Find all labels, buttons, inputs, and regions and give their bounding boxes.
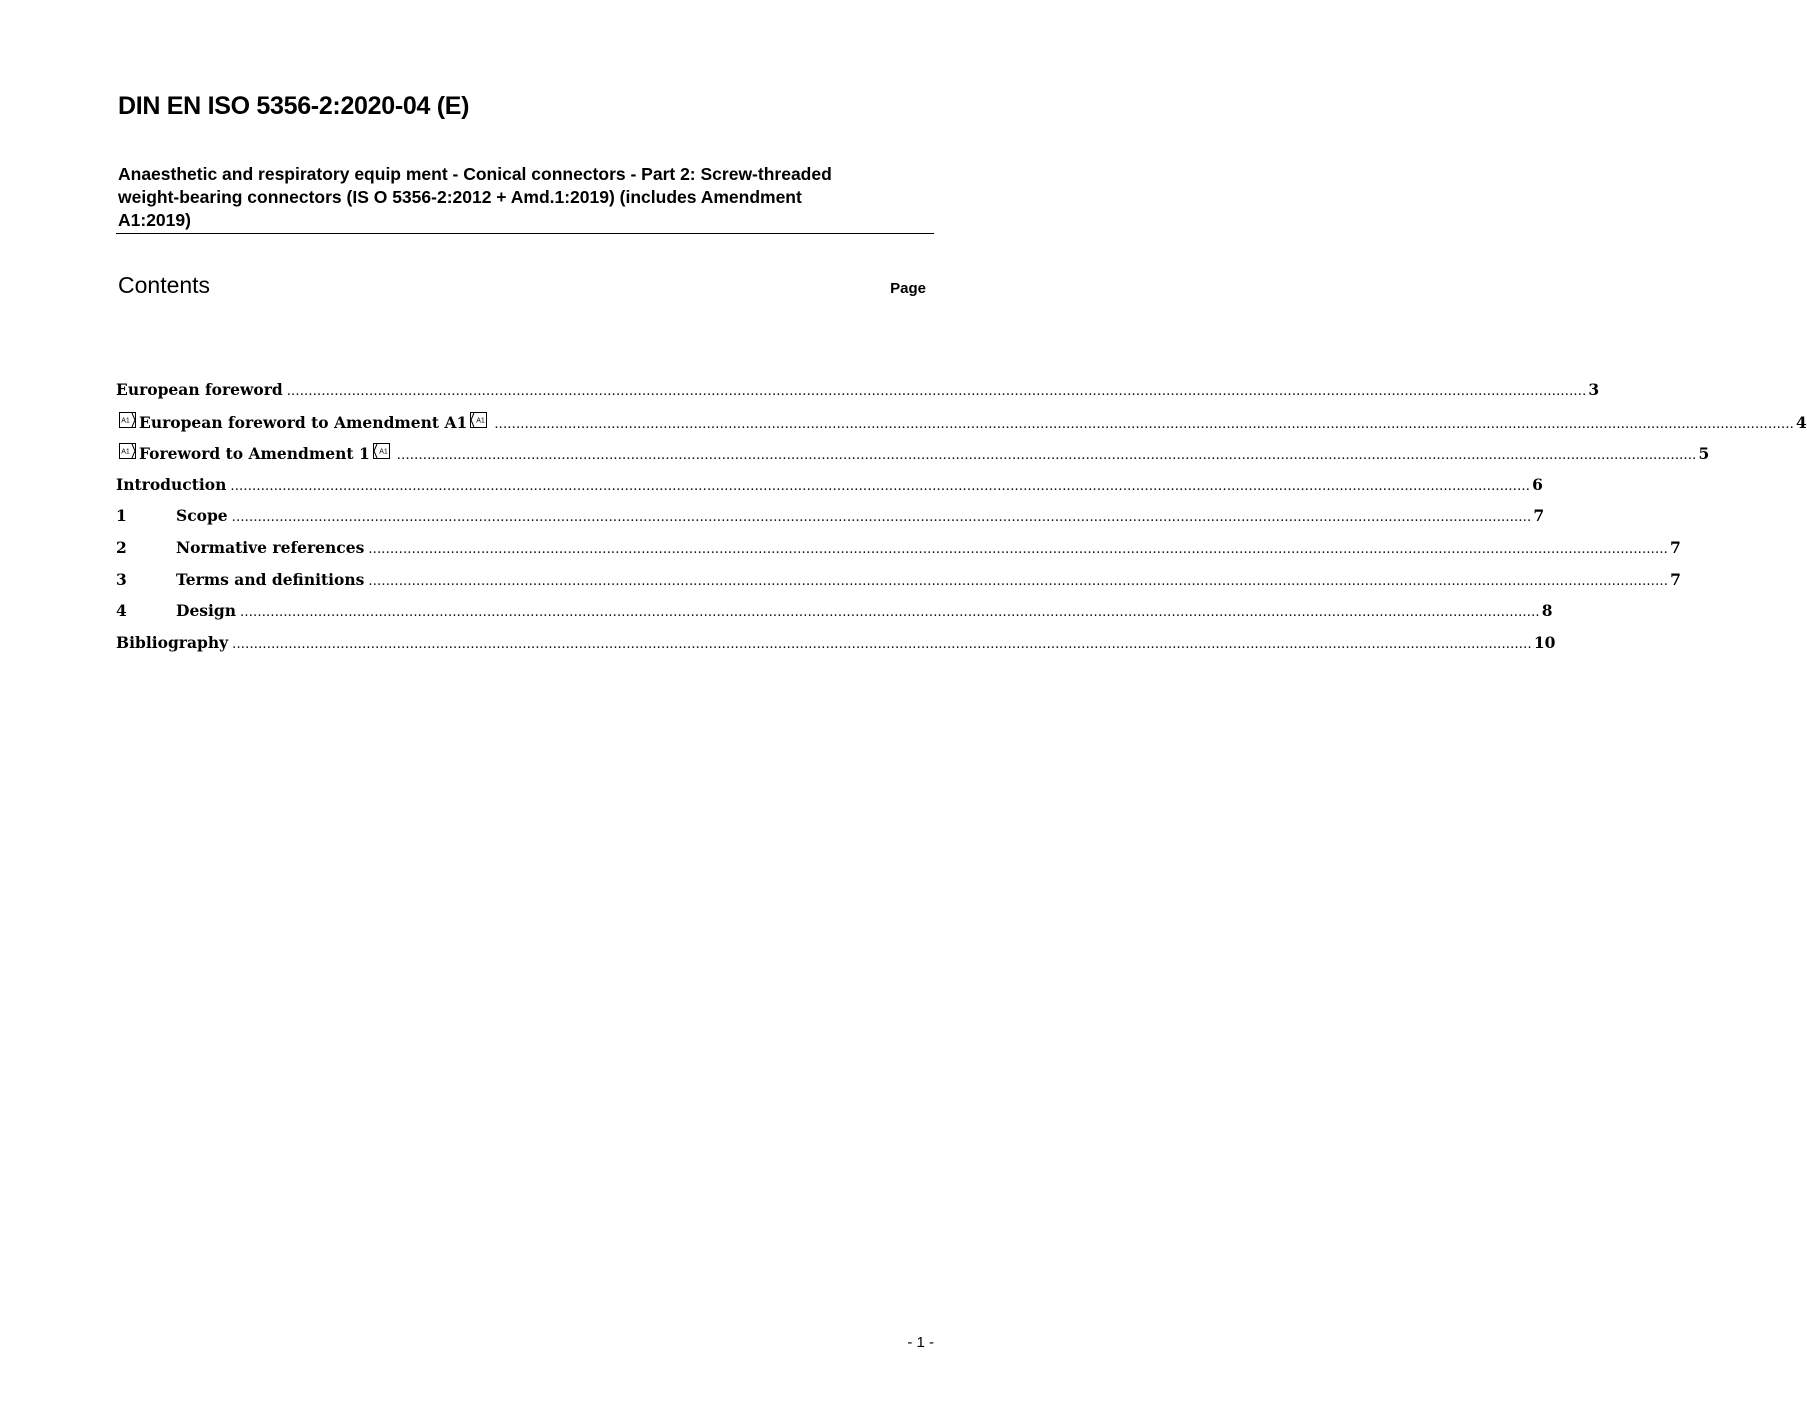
dot-leader: ............................................................................................................................................................................................................................................................................................................ [232, 636, 1532, 652]
amendment-end-label: A1 [379, 448, 388, 456]
toc-entry-number: 4 [116, 601, 127, 621]
toc-entry-label: Normative references [176, 537, 365, 557]
page-column-label: Page [890, 280, 926, 297]
toc-entry-page: 3 [1588, 380, 1600, 399]
amendment-start-label: A1 [121, 448, 130, 456]
title-divider [116, 233, 934, 234]
dot-leader: ............................................................................................................................................................................................................................................................................................................ [286, 384, 1587, 399]
contents-heading: Contents [118, 272, 211, 298]
toc-entry-introduction[interactable] [116, 474, 1543, 507]
dot-leader: ............................................................................................................................................................................................................................................................................................................ [240, 605, 1540, 621]
toc-entry-label: Terms and definitions [176, 569, 365, 589]
toc-entry-label: European foreword [116, 380, 283, 399]
toc-entry-scope[interactable] [116, 506, 1545, 538]
amendment-start-icon [119, 443, 136, 459]
amendment-end-label: A1 [476, 417, 486, 425]
dot-leader: ............................................................................................................................................................................................................................................................................................................ [494, 416, 1795, 432]
amendment-start-icon [119, 412, 136, 428]
document-id: DIN EN ISO 5356-2:2020-04 (E) [118, 92, 470, 120]
toc-entry-label: European foreword to Amendment A1 [139, 412, 468, 432]
toc-entry-page: 7 [1670, 537, 1681, 557]
amendment-end-icon [470, 412, 487, 428]
dot-leader: ............................................................................................................................................................................................................................................................................................................ [368, 573, 1669, 589]
amendment-start-label: A1 [121, 417, 130, 425]
toc-entry-page: 10 [1533, 632, 1556, 652]
toc-entry-european-foreword-amendment[interactable] [116, 412, 1807, 444]
toc-entry-label: Bibliography [116, 632, 229, 652]
toc-entry-number: 1 [116, 506, 127, 526]
dot-leader: ............................................................................................................................................................................................................................................................................................................ [231, 510, 1532, 526]
toc-entry-page: 8 [1541, 601, 1553, 621]
toc-entry-number: 3 [116, 569, 127, 589]
toc-entry-european-foreword[interactable] [116, 380, 1600, 412]
dot-leader: ............................................................................................................................................................................................................................................................................................................ [396, 448, 1697, 464]
toc-entry-page: 7 [1670, 569, 1681, 589]
page-number: - 1 - [907, 1334, 934, 1351]
toc-entry-label: Design [176, 601, 237, 621]
toc-entry-terms-and-definitions[interactable] [116, 569, 1681, 602]
document-title: Anaesthetic and respiratory equip ment - Conical connectors - Part 2: Screw-threaded weight-bearing connectors (IS O 5356-2:2012 + Amd.1:2019) (includes Amendment A1:2019) [118, 164, 832, 230]
toc-entry-page: 5 [1698, 444, 1710, 464]
toc-entry-page: 4 [1796, 412, 1807, 432]
amendment-end-icon [373, 443, 390, 459]
toc-entry-label: Scope [176, 506, 228, 526]
toc-entry-label: Introduction [116, 474, 227, 494]
dot-leader: ............................................................................................................................................................................................................................................................................................................ [368, 541, 1669, 557]
dot-leader: ............................................................................................................................................................................................................................................................................................................ [230, 478, 1531, 494]
table-of-contents [116, 380, 1807, 664]
toc-entry-page: 7 [1533, 506, 1545, 526]
toc-entry-label: Foreword to Amendment 1 [139, 444, 370, 464]
toc-entry-page: 6 [1532, 474, 1543, 494]
toc-entry-bibliography[interactable] [116, 632, 1556, 665]
toc-entry-design[interactable] [116, 601, 1553, 633]
toc-entry-normative-references[interactable] [116, 537, 1681, 570]
toc-entry-foreword-amendment[interactable] [116, 443, 1710, 475]
toc-entry-number: 2 [116, 537, 127, 557]
